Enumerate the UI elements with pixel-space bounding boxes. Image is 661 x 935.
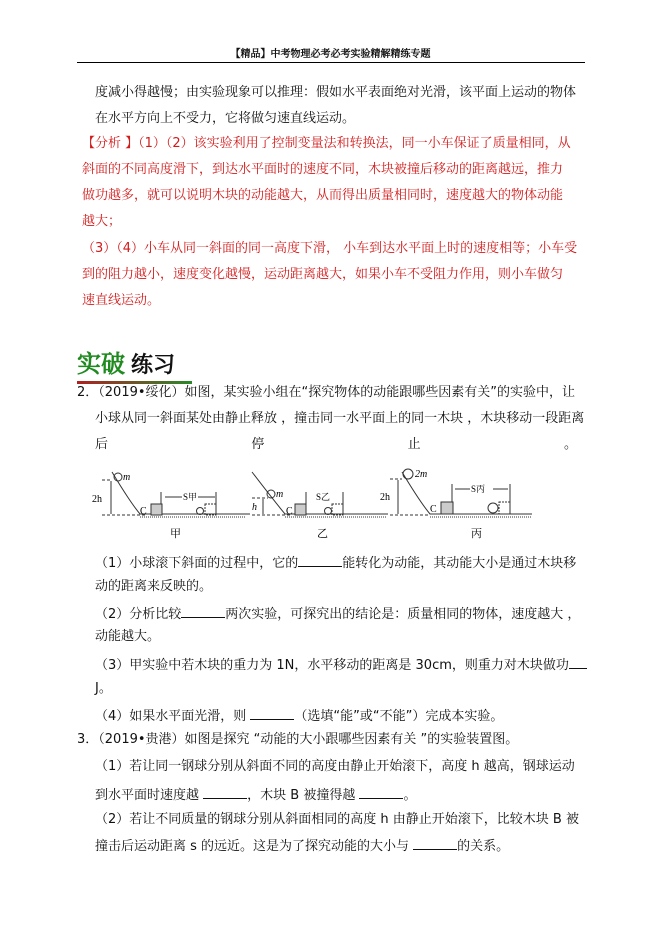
q2-part3	[95, 656, 587, 674]
page-header: 【精品】中考物理必考必考实验精解精练专题	[230, 49, 431, 60]
text: （1）小球滚下斜面的过程中，它的	[95, 556, 299, 571]
height-label: 2h	[380, 492, 390, 503]
answer-blank[interactable]	[298, 554, 342, 567]
panel-label: 乙	[317, 528, 328, 540]
point-label: C	[286, 506, 293, 517]
distance-label: S乙	[316, 492, 331, 502]
q2-line-justified	[95, 437, 577, 453]
section-title-underline	[77, 381, 192, 384]
section-title	[77, 344, 192, 384]
mass-label: m	[123, 472, 131, 483]
panel-label: 甲	[170, 528, 181, 540]
analysis-line: 做功越多，就可以说明木块的动能越大，从而得出质量相同时，速度越大的物体动能	[82, 188, 564, 203]
text: （3）甲实验中若木块的重力为 1N，水平移动的距离是 30cm，则重力对木块做功	[95, 658, 569, 673]
analysis-line: （3）（4）小车从同一斜面的同一高度下滑， 小车到达水平面上时的速度相等；小车受	[82, 241, 578, 256]
mass-label: 2m	[415, 469, 428, 480]
answer-blank[interactable]	[359, 786, 403, 799]
q3-line: （1）若让同一钢球分别从斜面不同的高度由静止开始滚下，高度 h 越高，钢球运动	[95, 759, 575, 774]
text: （4）如果水平面光滑，则	[95, 709, 251, 724]
point-label: C	[140, 506, 147, 517]
answer-line: 在水平方向上不受力，它将做匀速直线运动。	[95, 111, 356, 126]
height-label: 2h	[92, 494, 102, 505]
q3-part1	[95, 786, 416, 804]
experiment-figure	[90, 462, 590, 542]
q3-line: （2）若让不同质量的钢球分别从斜面相同的高度 h 由静止开始滚下，比较木块 B 被	[95, 812, 579, 827]
analysis-line: 越大；	[82, 214, 122, 229]
text: 到水平面时速度越	[95, 788, 204, 803]
text: 的关系。	[457, 839, 510, 854]
q2-line: J。	[95, 681, 112, 696]
q2-word: 止	[407, 437, 421, 452]
analysis-line: 【分析 】（1）（2）该实验利用了控制变量法和转换法，同一小车保证了质量相同，从	[82, 136, 571, 151]
q2-part4	[95, 707, 503, 725]
header-rule	[77, 62, 585, 63]
q3-line: 3．（2019•贵港）如图是探究 “动能的大小跟哪些因素有关 ”的实验装置图。	[77, 732, 519, 747]
analysis-line: 到的阻力越小，速度变化越慢，运动距离越大，如果小车不受阻力作用，则小车做匀	[82, 267, 564, 282]
q2-part2	[95, 605, 580, 623]
answer-line: 度减小得越慢；由实验现象可以推理：假如水平表面绝对光滑，该平面上运动的物体	[95, 85, 577, 100]
distance-label: S甲	[183, 492, 198, 502]
analysis-line: 斜面的不同高度滑下，到达水平面时的速度不同，木块被撞后移动的距离越远，推力	[82, 162, 564, 177]
q2-line: 动能越大。	[95, 629, 161, 644]
text: ，木块 B 被撞得越	[247, 788, 360, 803]
text: 。	[403, 788, 417, 803]
text: 撞击后运动距离 s 的远近。这是为了探究动能的大小与	[95, 839, 414, 854]
distance-label: S丙	[471, 484, 486, 494]
q2-word: 停	[251, 437, 265, 452]
q2-line: 小球从同一斜面某处由静止释放 ，撞击同一水平面上的同一木块 ，木块移动一段距离	[95, 411, 585, 426]
answer-blank[interactable]	[203, 786, 247, 799]
answer-blank[interactable]	[181, 605, 225, 618]
text: 能转化为动能，其动能大小是通过木块移	[342, 556, 577, 571]
section-title-a: 实破	[77, 349, 125, 378]
point-label: C	[430, 504, 437, 515]
answer-blank[interactable]	[413, 837, 457, 850]
mass-label: m	[276, 489, 284, 500]
text: （2）分析比较	[95, 607, 182, 622]
height-label: h	[252, 502, 257, 513]
q2-line: 动的距离来反映的。	[95, 579, 213, 594]
analysis-line: 速直线运动。	[82, 293, 161, 308]
panel-label: 丙	[471, 528, 482, 540]
answer-blank[interactable]	[250, 707, 294, 720]
q2-word: 。	[563, 437, 577, 452]
q2-line: 2．（2019•绥化）如图，某实验小组在“探究物体的动能跟哪些因素有关”的实验中，让	[77, 385, 575, 400]
text: 两次实验，可探究出的结论是：质量相同的物体，速度越大 ，	[225, 607, 581, 622]
q2-word: 后	[95, 437, 109, 452]
section-title-b: 练习	[131, 352, 176, 378]
q2-part1	[95, 554, 576, 572]
q3-part2	[95, 837, 509, 855]
text: （选填“能”或“不能”）完成本实验。	[294, 709, 504, 724]
answer-blank[interactable]	[569, 656, 587, 669]
